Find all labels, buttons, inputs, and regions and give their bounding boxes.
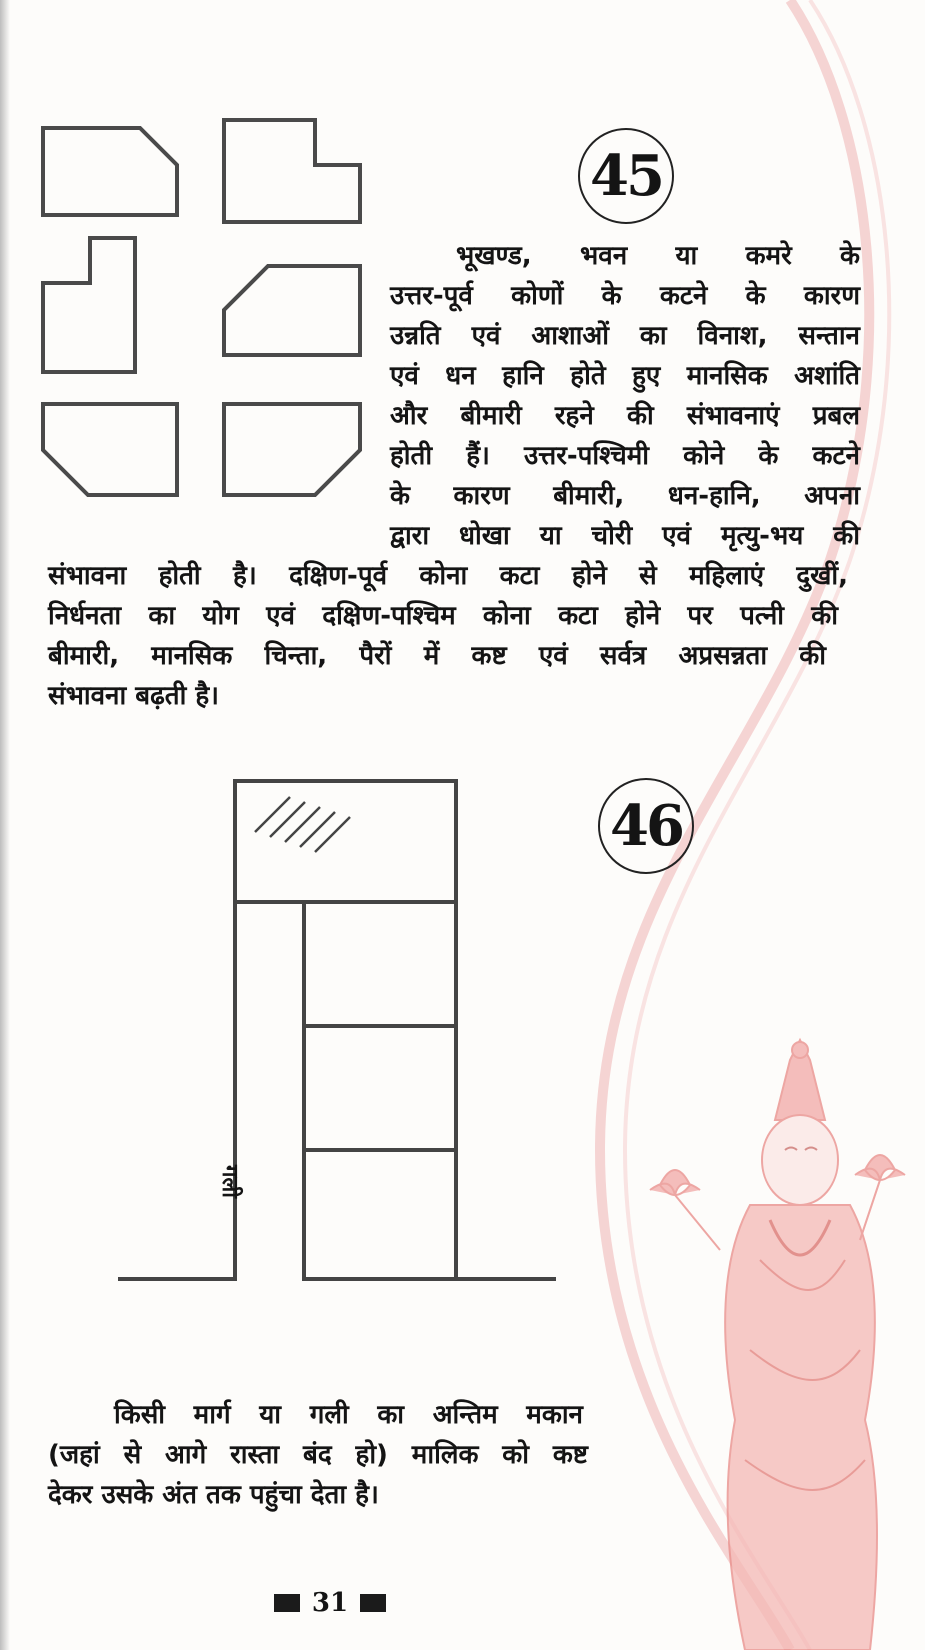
end-house-block: [235, 781, 456, 902]
text-line: उत्तर-पूर्व कोणों के कटने के कारण: [390, 281, 860, 311]
text-line: संभावना होती है। दक्षिण-पूर्व कोना कटा होने से महिलाएं दुखीं,: [48, 561, 848, 591]
section-46-text: [48, 1395, 588, 1515]
text-line: और बीमारी रहने की संभावनाएं प्रबल: [390, 401, 860, 431]
page-number-footer: [270, 1588, 390, 1618]
text-line: (जहां से आगे रास्ता बंद हो) मालिक को कष्ट: [48, 1440, 588, 1470]
left-boundary: [118, 902, 235, 1279]
page-number: 31: [311, 1588, 349, 1618]
text-line: संभावना बढ़ती है।: [48, 681, 220, 711]
text-line: बीमारी, मानसिक चिन्ता, पैरों में कष्ट एवं सर्वत्र अप्रसन्नता की: [48, 641, 826, 671]
text-line: होती हैं। उत्तर-पश्चिमी कोने के कटने: [390, 441, 860, 471]
text-line: उन्नति एवं आशाओं का विनाश, सन्तान: [390, 321, 860, 351]
section-number-badge-46: [598, 778, 694, 874]
text-line: के कारण बीमारी, धन-हानि, अपना: [390, 481, 860, 511]
section-number-46: 46: [610, 793, 682, 859]
text-line: एवं धन हानि होते हुए मानसिक अशांति: [390, 361, 860, 391]
square-bullet-icon: [274, 1594, 300, 1612]
hatch-marks: [255, 797, 350, 852]
text-line: किसी मार्ग या गली का अन्तिम मकान: [114, 1400, 583, 1430]
square-bullet-icon: [360, 1594, 386, 1612]
section-number-45: 45: [590, 143, 662, 209]
text-line: देकर उसके अंत तक पहुंचा देता है।: [48, 1480, 379, 1510]
text-line: निर्धनता का योग एवं दक्षिण-पश्चिम कोना कटा होने पर पत्नी की: [48, 601, 838, 631]
text-line: भूखण्ड, भवन या कमरे के: [456, 241, 860, 271]
text-line: द्वारा धोखा या चोरी एवं मृत्यु-भय की: [390, 521, 860, 551]
right-houses: [304, 902, 556, 1279]
lane-label: गली: [217, 1165, 242, 1199]
